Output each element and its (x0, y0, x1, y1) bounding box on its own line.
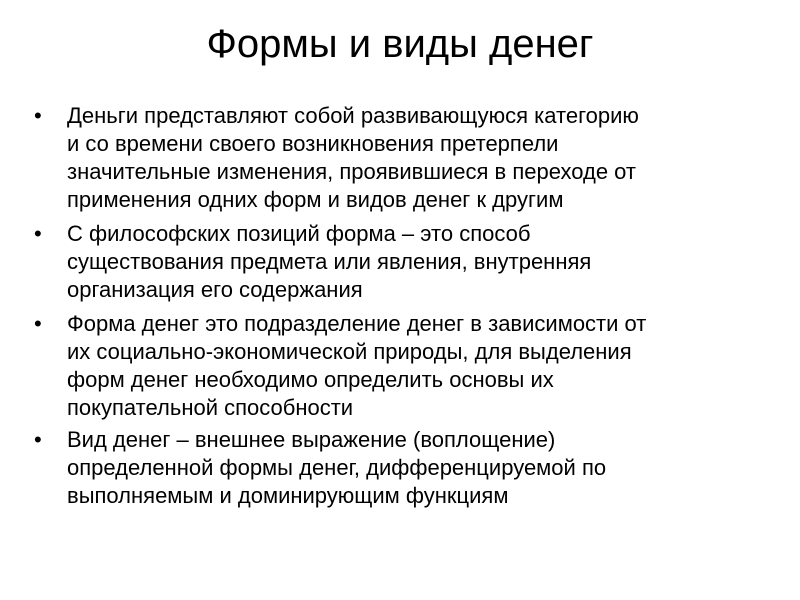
bullet-text: Форма денег это подразделение денег в зависимости от их социально-экономической природы, для выделения форм денег необходимо определить основы их покупательной способности (67, 311, 647, 420)
bullet-item (34, 310, 774, 422)
bullet-item (34, 102, 774, 214)
bullet-icon: • (34, 427, 42, 452)
bullet-icon: • (34, 103, 42, 128)
bullet-icon: • (34, 311, 42, 336)
bullet-text: С философских позиций форма – это способ существования предмета или явления, внутренняя организация его содержания (67, 221, 592, 302)
slide-title: Формы и виды денег (206, 22, 594, 66)
bullet-list (34, 102, 774, 516)
bullet-icon: • (34, 221, 42, 246)
bullet-item (34, 220, 774, 304)
bullet-item (34, 426, 774, 510)
bullet-text: Деньги представляют собой развивающуюся категорию и со времени своего возникновения претерпели значительные изменения, проявившиеся в переходе от применения одних форм и видов денег к другим (67, 103, 639, 212)
bullet-text: Вид денег – внешнее выражение (воплощение) определенной формы денег, дифференцируемой по выполняемым и доминирующим функциям (67, 427, 607, 508)
